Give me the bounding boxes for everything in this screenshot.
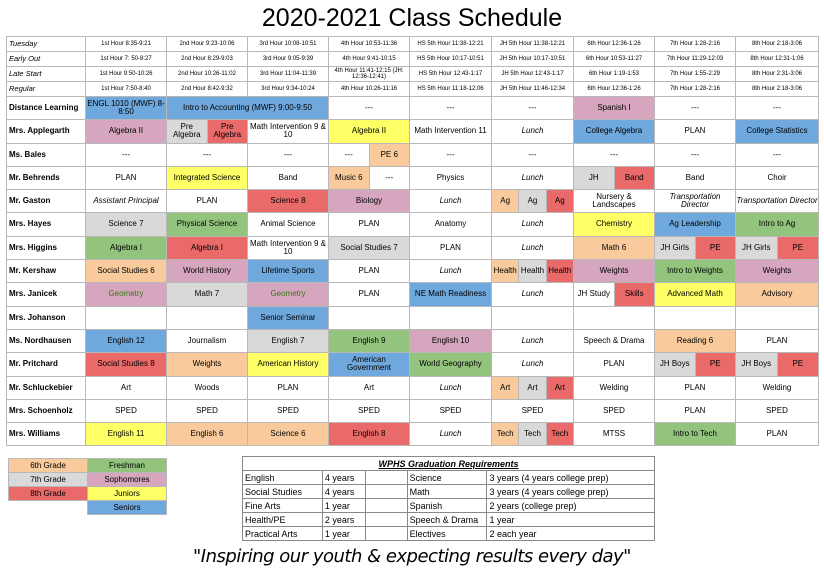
- teacher-name: Mr. Pritchard: [7, 353, 86, 376]
- class-cell: Weights: [167, 353, 248, 376]
- class-subcell: Pre Algebra: [207, 120, 248, 142]
- time-cell: 4th Hour 9:41-10:15: [329, 52, 410, 67]
- class-cell: English 12: [86, 329, 167, 352]
- class-cell: ---: [736, 143, 819, 166]
- time-row-label: Early Out: [7, 52, 86, 67]
- class-cell: English 10: [410, 329, 492, 352]
- class-cell: Choir: [736, 166, 819, 189]
- class-cell: Intro to Weights: [655, 260, 736, 283]
- class-cell-split: [329, 143, 410, 166]
- class-subcell: PE 6: [369, 144, 410, 166]
- teacher-name: Mr. Gaston: [7, 190, 86, 213]
- class-cell: ---: [492, 143, 574, 166]
- class-cell: NE Math Readiness: [410, 283, 492, 306]
- teacher-row: [7, 376, 819, 399]
- class-subcell: JH Boys: [736, 353, 777, 375]
- legend-seniors: Seniors: [88, 501, 167, 515]
- subject: Fine Arts: [243, 499, 323, 513]
- class-cell: ---: [655, 143, 736, 166]
- time-cell: 8th Hour 2:18-3:06: [736, 82, 819, 97]
- class-cell: Ag Leadership: [655, 213, 736, 236]
- class-cell: Assistant Principal: [86, 190, 167, 213]
- class-cell: Transportation Director: [736, 190, 819, 213]
- class-subcell: Ag: [492, 190, 518, 212]
- subject: Spanish: [407, 499, 487, 513]
- requirement-row: [243, 527, 655, 541]
- class-cell: SPED: [492, 399, 574, 422]
- class-cell: Chemistry: [574, 213, 655, 236]
- spacer: [365, 485, 407, 499]
- teacher-name: Mrs. Applegarth: [7, 120, 86, 143]
- time-cell: 2nd Hour 8:29-9:03: [167, 52, 248, 67]
- teacher-row: [7, 283, 819, 306]
- class-cell: PLAN: [736, 329, 819, 352]
- teacher-row: [7, 213, 819, 236]
- legend-grade8: 8th Grade: [9, 487, 88, 501]
- teacher-row: [7, 143, 819, 166]
- teacher-row: [7, 190, 819, 213]
- legend-sophomores: Sophomores: [88, 473, 167, 487]
- class-cell: Anatomy: [410, 213, 492, 236]
- class-cell: Journalism: [167, 329, 248, 352]
- class-cell: Intro to Accounting (MWF) 9:00-9:50: [167, 97, 329, 120]
- teacher-name: Mrs. Higgins: [7, 236, 86, 259]
- class-cell: Geometry: [248, 283, 329, 306]
- class-cell: PLAN: [329, 260, 410, 283]
- class-cell: PLAN: [167, 190, 248, 213]
- class-cell: Intro to Tech: [655, 423, 736, 446]
- spacer: [365, 513, 407, 527]
- class-cell: [329, 306, 410, 329]
- legend-freshman: Freshman: [88, 459, 167, 473]
- class-cell: Physical Science: [167, 213, 248, 236]
- time-cell: HS 5th Hour 10:17-10:51: [410, 52, 492, 67]
- class-cell: PLAN: [410, 236, 492, 259]
- class-subcell: Art: [546, 377, 573, 399]
- class-cell-split: [492, 190, 574, 213]
- teacher-name: Mr. Schluckebier: [7, 376, 86, 399]
- class-cell: SPED: [574, 399, 655, 422]
- class-cell: Advisory: [736, 283, 819, 306]
- time-cell: 2nd Hour 8:42-9:32: [167, 82, 248, 97]
- class-cell: [86, 306, 167, 329]
- class-cell: Transportation Director: [655, 190, 736, 213]
- schedule-table: [6, 36, 819, 446]
- spacer: [365, 527, 407, 541]
- class-cell: ---: [736, 97, 819, 120]
- class-cell: College Statistics: [736, 120, 819, 143]
- requirement-row: [243, 513, 655, 527]
- class-cell: Spanish I: [574, 97, 655, 120]
- requirement-row: [243, 471, 655, 485]
- teacher-row: [7, 120, 819, 143]
- class-cell: English 11: [86, 423, 167, 446]
- class-cell: English 9: [329, 329, 410, 352]
- legend-grade7: 7th Grade: [9, 473, 88, 487]
- class-cell: SPED: [248, 399, 329, 422]
- class-cell: Lunch: [410, 190, 492, 213]
- class-cell: Geometry: [86, 283, 167, 306]
- teacher-name: Mrs. Hayes: [7, 213, 86, 236]
- class-cell: [410, 306, 492, 329]
- class-subcell: PE: [695, 237, 736, 259]
- class-cell: Animal Science: [248, 213, 329, 236]
- class-subcell: Band: [614, 167, 655, 189]
- class-cell: Lunch: [492, 213, 574, 236]
- years: 2 each year: [487, 527, 655, 541]
- class-cell: ENGL 1010 (MWF) 8-8:50: [86, 97, 167, 120]
- time-row-label: Late Start: [7, 67, 86, 82]
- teacher-row: [7, 260, 819, 283]
- teacher-row: [7, 399, 819, 422]
- class-cell: SPED: [86, 399, 167, 422]
- class-cell: Social Studies 8: [86, 353, 167, 376]
- subject: Health/PE: [243, 513, 323, 527]
- class-cell: Lunch: [492, 236, 574, 259]
- time-row-late-start: [7, 67, 819, 82]
- class-cell-split: [492, 423, 574, 446]
- page-title: 2020-2021 Class Schedule: [261, 4, 563, 32]
- time-cell: 4th Hour 10:53-11:36: [329, 37, 410, 52]
- class-cell: English 7: [248, 329, 329, 352]
- class-cell: Weights: [736, 260, 819, 283]
- class-cell: ---: [655, 97, 736, 120]
- class-cell: ---: [410, 143, 492, 166]
- class-subcell: PE: [695, 353, 736, 375]
- class-cell-split: [655, 236, 736, 259]
- class-subcell: Music 6: [329, 167, 369, 189]
- class-subcell: Art: [518, 377, 545, 399]
- class-cell: Band: [655, 166, 736, 189]
- class-cell: Lunch: [492, 283, 574, 306]
- time-cell: 7th Hour 1:28-2:16: [655, 37, 736, 52]
- time-cell: JH 5th Hour 10:17-10:51: [492, 52, 574, 67]
- class-cell: Math 6: [574, 236, 655, 259]
- class-cell: PLAN: [655, 376, 736, 399]
- class-cell: Art: [329, 376, 410, 399]
- class-cell: Math Intervention 9 & 10: [248, 120, 329, 143]
- class-subcell: Art: [492, 377, 518, 399]
- class-cell: [655, 306, 736, 329]
- class-cell: World History: [167, 260, 248, 283]
- teacher-row: [7, 236, 819, 259]
- class-cell: Welding: [736, 376, 819, 399]
- class-cell: English 6: [167, 423, 248, 446]
- time-cell: HS 5th Hour 11:38-12:21: [410, 37, 492, 52]
- class-cell: PLAN: [736, 423, 819, 446]
- class-cell: Algebra I: [167, 236, 248, 259]
- graduation-requirements: [242, 456, 655, 541]
- time-cell: 1st Hour 8:35-9:21: [86, 37, 167, 52]
- class-cell: SPED: [410, 399, 492, 422]
- time-cell: 4th Hour 11:41-12:15 (JH: 12:36-12:41): [329, 67, 410, 82]
- teacher-name: Mrs. Johanson: [7, 306, 86, 329]
- class-cell: PLAN: [574, 353, 655, 376]
- class-cell: Lunch: [410, 260, 492, 283]
- class-cell: SPED: [329, 399, 410, 422]
- class-subcell: Tech: [546, 423, 573, 445]
- class-cell-split: [655, 353, 736, 376]
- class-cell: ---: [329, 97, 410, 120]
- class-subcell: Health: [492, 260, 518, 282]
- years: 4 years: [322, 471, 365, 485]
- class-cell: [736, 306, 819, 329]
- spacer: [365, 471, 407, 485]
- years: 1 year: [322, 499, 365, 513]
- class-cell: Reading 6: [655, 329, 736, 352]
- teacher-row: [7, 306, 819, 329]
- time-row-regular: [7, 82, 819, 97]
- time-cell: 2nd Hour 9:23-10:06: [167, 37, 248, 52]
- time-cell: 3rd Hour 9:34-10:24: [248, 82, 329, 97]
- years: 3 years (4 years college prep): [487, 485, 655, 499]
- legend-juniors: Juniors: [88, 487, 167, 501]
- class-cell: Science 6: [248, 423, 329, 446]
- class-subcell: PE: [777, 237, 819, 259]
- class-cell: Science 7: [86, 213, 167, 236]
- subject: Electives: [407, 527, 487, 541]
- class-cell: American History: [248, 353, 329, 376]
- class-cell: American Government: [329, 353, 410, 376]
- time-cell: 3rd Hour 10:08-10:51: [248, 37, 329, 52]
- class-subcell: Tech: [518, 423, 545, 445]
- class-cell: Algebra II: [329, 120, 410, 143]
- class-cell-split: [329, 166, 410, 189]
- time-cell: 2nd Hour 10:26-11:02: [167, 67, 248, 82]
- class-cell: ---: [167, 143, 248, 166]
- teacher-name: Mrs. Janicek: [7, 283, 86, 306]
- class-cell: Lifetime Sports: [248, 260, 329, 283]
- time-cell: 6th Hour 1:19-1:53: [574, 67, 655, 82]
- class-cell: Woods: [167, 376, 248, 399]
- class-subcell: Ag: [518, 190, 545, 212]
- class-cell: PLAN: [329, 283, 410, 306]
- years: 1 year: [322, 527, 365, 541]
- teacher-name: Mrs. Williams: [7, 423, 86, 446]
- time-row-tuesday: [7, 37, 819, 52]
- teacher-name: Ms. Nordhausen: [7, 329, 86, 352]
- class-subcell: JH Boys: [655, 353, 695, 375]
- class-cell: PLAN: [655, 120, 736, 143]
- grade-legend: [8, 458, 167, 515]
- time-row-label: Regular: [7, 82, 86, 97]
- time-cell: 3rd Hour 9:05-9:39: [248, 52, 329, 67]
- class-cell: ---: [86, 143, 167, 166]
- time-cell: 6th Hour 10:53-11:27: [574, 52, 655, 67]
- class-cell-split: [167, 120, 248, 143]
- class-subcell: ---: [344, 149, 353, 159]
- time-cell: 8th Hour 2:18-3:06: [736, 37, 819, 52]
- class-cell: PLAN: [86, 166, 167, 189]
- time-cell: 1st Hour 9:50-10:26: [86, 67, 167, 82]
- class-cell: Lunch: [492, 329, 574, 352]
- teacher-row: [7, 329, 819, 352]
- class-cell: Biology: [329, 190, 410, 213]
- class-cell-split: [492, 376, 574, 399]
- class-cell: Math Intervention 9 & 10: [248, 236, 329, 259]
- time-cell: HS 5th Hour 12:43-1:17: [410, 67, 492, 82]
- teacher-name: Mr. Kershaw: [7, 260, 86, 283]
- class-cell-split: [736, 353, 819, 376]
- class-cell: ---: [410, 97, 492, 120]
- class-cell: [492, 306, 574, 329]
- years: 1 year: [487, 513, 655, 527]
- class-cell: Advanced Math: [655, 283, 736, 306]
- time-cell: 1st Hour 7: 50-8:27: [86, 52, 167, 67]
- class-cell: Integrated Science: [167, 166, 248, 189]
- class-subcell: Pre Algebra: [167, 120, 207, 142]
- time-cell: JH 5th Hour 11:38-12:21: [492, 37, 574, 52]
- class-subcell: JH Girls: [655, 237, 695, 259]
- class-cell: Lunch: [410, 423, 492, 446]
- subject: Social Studies: [243, 485, 323, 499]
- time-cell: 8th Hour 12:31-1:06: [736, 52, 819, 67]
- teacher-name: Mrs. Schoenholz: [7, 399, 86, 422]
- class-cell: Nursery & Landscapes: [574, 190, 655, 213]
- class-cell: Social Studies 7: [329, 236, 410, 259]
- class-cell-split: [574, 166, 655, 189]
- time-row-early-out: [7, 52, 819, 67]
- class-cell: Physics: [410, 166, 492, 189]
- class-cell: Lunch: [492, 353, 574, 376]
- class-cell: SPED: [736, 399, 819, 422]
- class-cell: [574, 306, 655, 329]
- years: 3 years (4 years college prep): [487, 471, 655, 485]
- class-cell: Algebra II: [86, 120, 167, 143]
- teacher-row: [7, 353, 819, 376]
- class-subcell: Tech: [492, 423, 518, 445]
- subject: Science: [407, 471, 487, 485]
- teacher-name: Mr. Behrends: [7, 166, 86, 189]
- class-cell-split: [574, 283, 655, 306]
- class-cell: Lunch: [410, 376, 492, 399]
- class-cell: Lunch: [492, 120, 574, 143]
- class-cell: Speech & Drama: [574, 329, 655, 352]
- class-cell: World Geography: [410, 353, 492, 376]
- class-subcell: Skills: [614, 283, 655, 305]
- class-cell: Algebra I: [86, 236, 167, 259]
- class-cell: Weights: [574, 260, 655, 283]
- class-cell: Senior Seminar: [248, 306, 329, 329]
- teacher-row: [7, 166, 819, 189]
- legend-grade6: 6th Grade: [9, 459, 88, 473]
- class-subcell: JH Study: [577, 289, 610, 299]
- subject: English: [243, 471, 323, 485]
- spacer: [365, 499, 407, 513]
- class-cell: SPED: [167, 399, 248, 422]
- class-cell-split: [492, 260, 574, 283]
- class-cell: English 8: [329, 423, 410, 446]
- class-cell: PLAN: [248, 376, 329, 399]
- class-subcell: Health: [546, 260, 573, 282]
- subject: Math: [407, 485, 487, 499]
- class-cell: Math Intervention 11: [410, 120, 492, 143]
- time-cell: 1st Hour 7:50-8:40: [86, 82, 167, 97]
- time-cell: JH 5th Hour 12:43-1:17: [492, 67, 574, 82]
- years: 4 years: [322, 485, 365, 499]
- class-subcell: Ag: [546, 190, 573, 212]
- time-cell: 6th Hour 12:36-1:26: [574, 82, 655, 97]
- class-subcell: PE: [777, 353, 819, 375]
- class-cell: Band: [248, 166, 329, 189]
- class-cell: PLAN: [655, 399, 736, 422]
- class-cell: MTSS: [574, 423, 655, 446]
- time-row-label: Tuesday: [7, 37, 86, 52]
- class-cell: ---: [574, 143, 655, 166]
- time-cell: 4th Hour 10:26-11:16: [329, 82, 410, 97]
- requirement-row: [243, 499, 655, 513]
- class-cell: College Algebra: [574, 120, 655, 143]
- class-cell: PLAN: [329, 213, 410, 236]
- teacher-row: [7, 97, 819, 120]
- time-cell: 7th Hour 1:55-2:29: [655, 67, 736, 82]
- legend-blank: [9, 501, 88, 515]
- class-subcell: JH Girls: [736, 237, 777, 259]
- teacher-name: Ms. Bales: [7, 143, 86, 166]
- class-cell: Intro to Ag: [736, 213, 819, 236]
- teacher-row: [7, 423, 819, 446]
- time-cell: JH 5th Hour 11:46-12:34: [492, 82, 574, 97]
- time-cell: 7th Hour 11:29-12:03: [655, 52, 736, 67]
- class-cell: Social Studies 6: [86, 260, 167, 283]
- class-subcell: Health: [518, 260, 545, 282]
- graduation-title: WPHS Graduation Requirements: [243, 457, 655, 471]
- school-motto: "Inspiring our youth & expecting results every day": [193, 546, 631, 567]
- class-subcell: JH: [574, 167, 614, 189]
- subject: Practical Arts: [243, 527, 323, 541]
- time-cell: HS 5th Hour 11:18-12:06: [410, 82, 492, 97]
- time-cell: 3rd Hour 11:04-11:39: [248, 67, 329, 82]
- class-cell: Lunch: [492, 166, 574, 189]
- years: 2 years: [322, 513, 365, 527]
- class-cell: Welding: [574, 376, 655, 399]
- years: 2 years (college prep): [487, 499, 655, 513]
- class-cell: ---: [492, 97, 574, 120]
- requirement-row: [243, 485, 655, 499]
- time-cell: 6th Hour 12:36-1:26: [574, 37, 655, 52]
- class-cell: Math 7: [167, 283, 248, 306]
- class-subcell: ---: [369, 167, 410, 189]
- class-cell: ---: [248, 143, 329, 166]
- class-cell: Science 8: [248, 190, 329, 213]
- class-cell: [167, 306, 248, 329]
- class-cell-split: [736, 236, 819, 259]
- time-cell: 7th Hour 1:28-2:16: [655, 82, 736, 97]
- subject: Speech & Drama: [407, 513, 487, 527]
- class-cell: Art: [86, 376, 167, 399]
- teacher-name: Distance Learning: [7, 97, 86, 120]
- time-cell: 8th Hour 2:31-3:06: [736, 67, 819, 82]
